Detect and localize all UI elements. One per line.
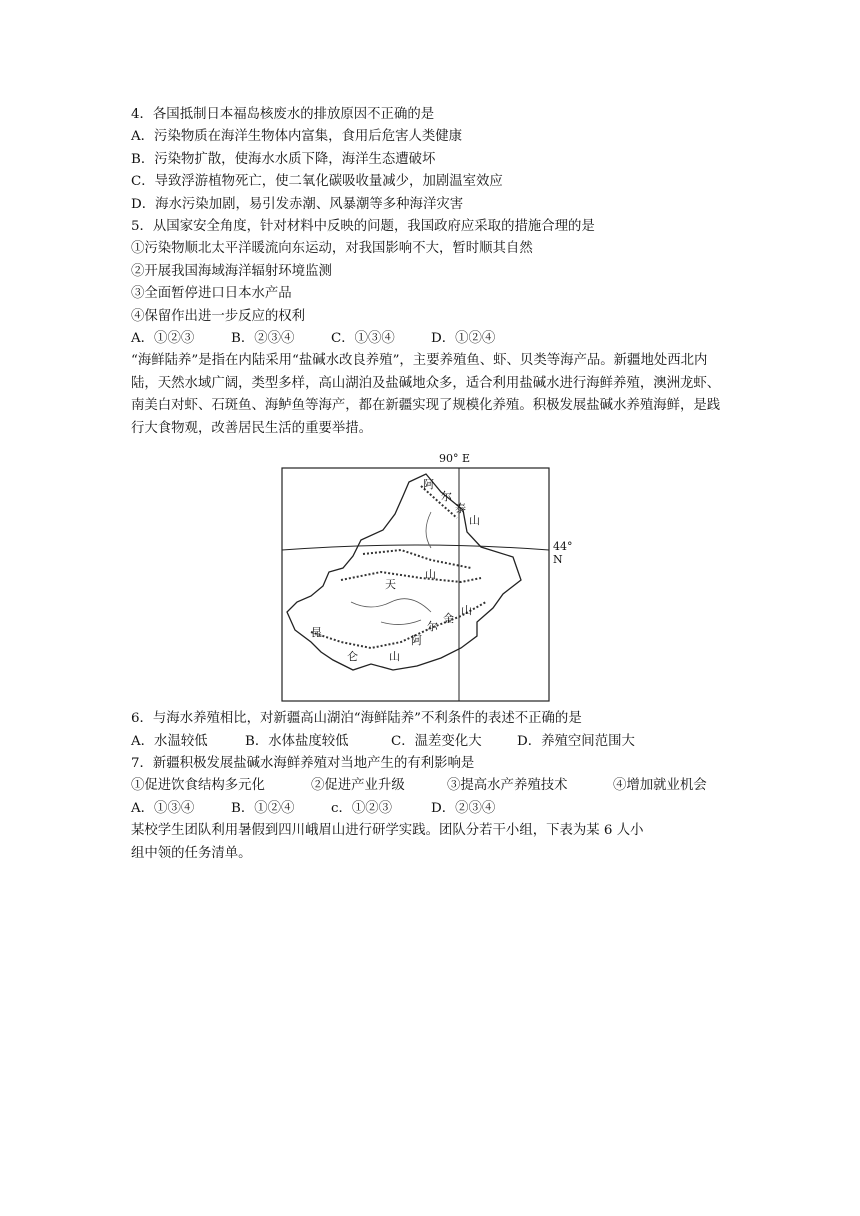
document-page — [131, 104, 731, 865]
next-material-line-2: 组中领的任务清单。 — [131, 845, 252, 861]
q5-options — [131, 328, 731, 350]
q7-option-a: A．①③④ — [131, 800, 195, 816]
mountain-label-char: 尔 — [427, 620, 438, 634]
mountain-label-char: 山 — [469, 514, 480, 528]
q5-item-3: ③全面暂停进口日本水产品 — [131, 286, 292, 302]
mountain-label-char: 金 — [443, 612, 454, 626]
mountain-label-char: 天 — [385, 578, 396, 592]
mountain-label-char: 阿 — [411, 634, 422, 648]
mountain-label-char: 尔 — [441, 490, 452, 504]
mountain-label-char: 昆 — [311, 626, 322, 640]
q7-options — [131, 798, 731, 820]
q5-option-b: B．②③④ — [231, 331, 295, 347]
latitude-label: 44° N — [553, 540, 573, 567]
q6-option-c: C．温差变化大 — [391, 733, 482, 749]
q5-stem: 5．从国家安全角度，针对材料中反映的问题，我国政府应采取的措施合理的是 — [131, 219, 595, 235]
next-material-line-1: 某校学生团队利用暑假到四川峨眉山进行研学实践。团队分若干小组，下表为某 6 人小 — [131, 823, 644, 839]
q7-item-2: ②促进产业升级 — [311, 778, 405, 794]
q6-option-a: A．水温较低 — [131, 733, 208, 749]
q5-option-a: A．①②③ — [131, 331, 195, 347]
q4-option-a: A．污染物质在海洋生物体内富集，食用后危害人类健康 — [131, 129, 463, 145]
q5-item-4: ④保留作出进一步反应的权利 — [131, 308, 306, 324]
q4-option-b: B．污染物扩散，使海水水质下降，海洋生态遭破坏 — [131, 151, 436, 167]
q6-stem: 6．与海水养殖相比，对新疆高山湖泊“海鲜陆养”不利条件的表述不正确的是 — [131, 711, 582, 727]
q6-option-d: D．养殖空间范围大 — [517, 733, 635, 749]
q5-item-1: ①污染物顺北太平洋暖流向东运动，对我国影响不大，暂时顺其自然 — [131, 241, 533, 257]
mountain-label-char: 泰 — [455, 502, 466, 516]
q4-stem: 4．各国抵制日本福岛核废水的排放原因不正确的是 — [131, 107, 435, 122]
mountain-label-char: 仑 — [347, 650, 358, 664]
q4-option-d: D．海水污染加剧，易引发赤潮、风暴潮等多种海洋灾害 — [131, 196, 464, 212]
longitude-label: 90° E — [439, 452, 471, 466]
q4-option-c: C．导致浮游植物死亡，使二氧化碳吸收量减少，加剧温室效应 — [131, 174, 503, 190]
material-paragraph: “海鲜陆养”是指在内陆采用“盐碱水改良养殖”，主要养殖鱼、虾、贝类等海产品。新疆地处西北内陆，天然水域广阔，类型多样，高山湖泊及盐碱地众多，适合利用盐碱水进行海鲜养殖，澳洲龙虾、南美白对虾、石斑鱼、海鲈鱼等海产，都在新疆实现了规模化养殖。积极发展盐碱水养殖海鲜，是践行大食物观，改善居民生活的重要举措。 — [131, 353, 721, 436]
map-graphic — [281, 452, 551, 702]
mountain-label-char: 山 — [461, 604, 472, 618]
q6-option-b: B．水体盐度较低 — [245, 733, 349, 749]
q6-options — [131, 731, 731, 753]
mountain-label-char: 山 — [425, 568, 436, 582]
q7-stem: 7．新疆积极发展盐碱水海鲜养殖对当地产生的有利影响是 — [131, 755, 475, 771]
q7-option-d: D．②③④ — [431, 800, 496, 816]
q7-option-b: B．①②④ — [231, 800, 295, 816]
q5-item-2: ②开展我国海域海洋辐射环境监测 — [131, 263, 332, 279]
q7-option-c: c．①②③ — [331, 800, 393, 816]
mountain-label-char: 阿 — [423, 478, 434, 492]
q7-item-1: ①促进饮食结构多元化 — [131, 778, 265, 794]
q5-option-c: C．①③④ — [331, 331, 395, 347]
q5-option-d: D．①②④ — [431, 331, 496, 347]
q7-item-4: ④增加就业机会 — [613, 778, 707, 794]
mountain-label-char: 山 — [389, 650, 400, 664]
xinjiang-map — [281, 452, 573, 702]
q7-items — [131, 775, 731, 797]
q7-item-3: ③提高水产养殖技术 — [447, 778, 568, 794]
